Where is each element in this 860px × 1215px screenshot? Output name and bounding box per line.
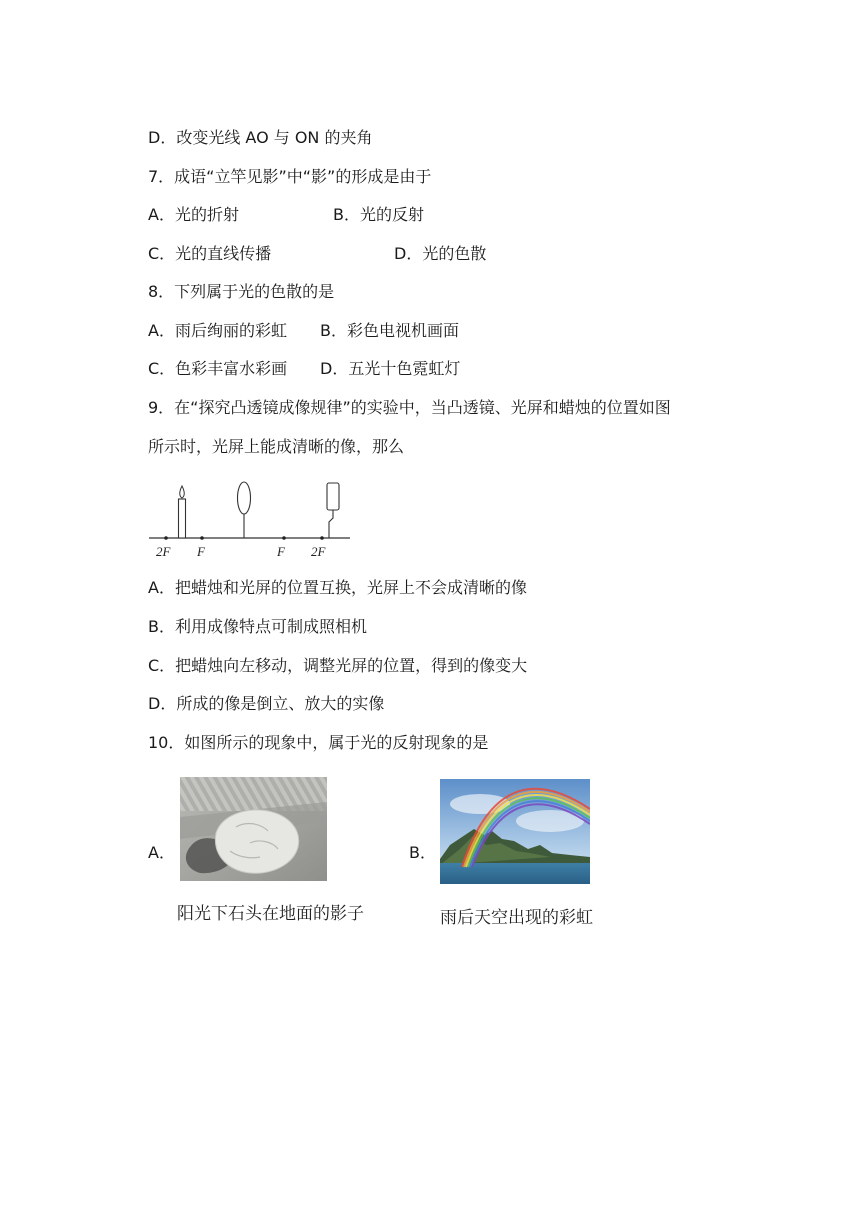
label-2f-left: 2F	[156, 544, 171, 559]
q10-option-a-label: A．	[148, 843, 175, 862]
q7-stem: 7．成语“立竿见影”中“影”的形成是由于	[148, 167, 432, 186]
point-2f-right	[320, 536, 324, 540]
q8-stem: 8．下列属于光的色散的是	[148, 282, 335, 301]
q8-option-d: D．五光十色霓虹灯	[320, 359, 461, 378]
q8-option-b: B．彩色电视机画面	[320, 321, 459, 340]
q8-option-a: A．雨后绚丽的彩虹	[148, 321, 287, 340]
q7-option-c: C．光的直线传播	[148, 244, 272, 263]
point-f-left	[200, 536, 204, 540]
q9-stem-line2: 所示时，光屏上能成清晰的像，那么	[148, 437, 405, 456]
q10-option-b-caption: 雨后天空出现的彩虹	[440, 908, 593, 928]
lens-setup-diagram	[146, 478, 356, 560]
q9-option-c: C．把蜡烛向左移动，调整光屏的位置，得到的像变大	[148, 656, 528, 675]
label-f-left: F	[197, 544, 205, 559]
light-screen-icon	[327, 483, 339, 510]
q7-option-a: A．光的折射	[148, 205, 239, 224]
q9-option-d: D．所成的像是倒立、放大的实像	[148, 694, 385, 713]
q9-stem-line1: 9．在“探究凸透镜成像规律”的实验中，当凸透镜、光屏和蜡烛的位置如图	[148, 398, 671, 417]
convex-lens-icon	[238, 482, 251, 514]
q10-option-b-label: B．	[409, 843, 436, 862]
q6-option-d: D．改变光线 AO 与 ON 的夹角	[148, 128, 373, 147]
rock-shadow-photo	[180, 777, 327, 881]
label-f-right: F	[277, 544, 285, 559]
candle-icon	[179, 499, 186, 538]
q10-stem: 10．如图所示的现象中，属于光的反射现象的是	[148, 733, 489, 752]
q7-option-b: B．光的反射	[333, 205, 424, 224]
rainbow-photo	[440, 779, 590, 884]
q8-option-c: C．色彩丰富水彩画	[148, 359, 288, 378]
label-2f-right: 2F	[311, 544, 326, 559]
q7-option-d: D．光的色散	[394, 244, 487, 263]
point-2f-left	[164, 536, 168, 540]
q9-option-b: B．利用成像特点可制成照相机	[148, 617, 367, 636]
candle-flame-icon	[180, 486, 185, 498]
q10-option-a-caption: 阳光下石头在地面的影子	[177, 904, 364, 924]
q9-option-a: A．把蜡烛和光屏的位置互换，光屏上不会成清晰的像	[148, 578, 527, 597]
point-f-right	[282, 536, 286, 540]
screen-stand	[329, 510, 333, 538]
